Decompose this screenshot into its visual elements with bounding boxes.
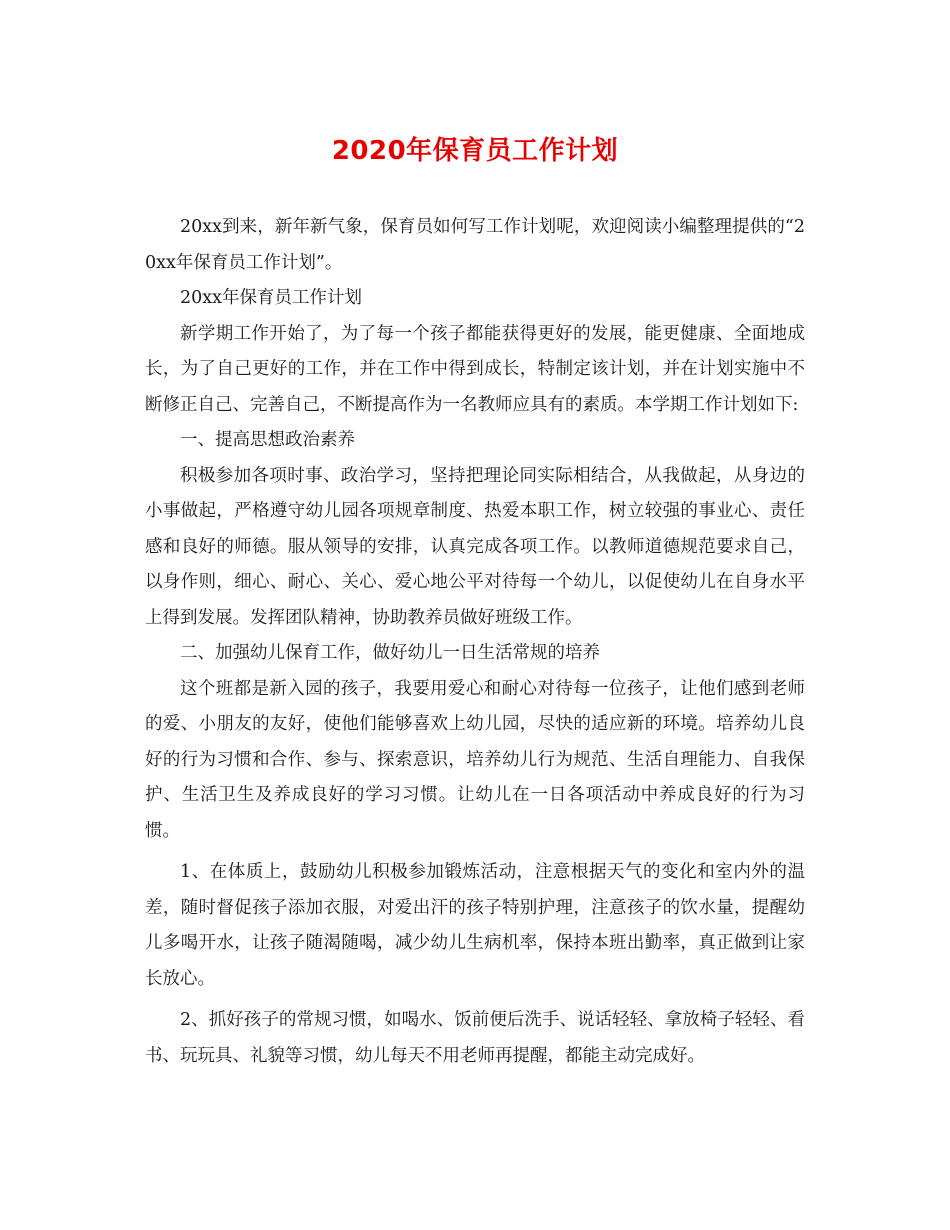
section-heading-2: 二、加强幼儿保育工作，做好幼儿一日生活常规的培养 (180, 643, 600, 663)
intro-paragraph: 20xx到来，新年新气象，保育员如何写工作计划呢，欢迎阅读小编整理提供的“20xx年保育员工作计划”。 (145, 217, 805, 273)
opening-paragraph: 新学期工作开始了，为了每一个孩子都能获得更好的发展，能更健康、全面地成长，为了自己更好的工作，并在工作中得到成长，特制定该计划，并在计划实施中不断修正自己、完善自己，不断提高作为一名教师应具有的素质。本学期工作计划如下: (145, 323, 805, 415)
subtitle-paragraph: 20xx年保育员工作计划 (180, 288, 363, 308)
item-1-paragraph: 1、在体质上，鼓励幼儿积极参加锻炼活动，注意根据天气的变化和室内外的温差，随时督促孩子添加衣服，对爱出汗的孩子特别护理，注意孩子的饮水量，提醒幼儿多喝开水，让孩子随渴随喝，减少幼儿生病机率，保持本班出勤率，真正做到让家长放心。 (145, 862, 805, 989)
section-2-paragraph: 这个班都是新入园的孩子，我要用爱心和耐心对待每一位孩子，让他们感到老师的爱、小朋友的友好，使他们能够喜欢上幼儿园，尽快的适应新的环境。培养幼儿良好的行为习惯和合作、参与、探索意识，培养幼儿行为规范、生活自理能力、自我保护、生活卫生及养成良好的学习习惯。让幼儿在一日各项活动中养成良好的行为习惯。 (145, 678, 805, 841)
item-2-paragraph: 2、抓好孩子的常规习惯，如喝水、饭前便后洗手、说话轻轻、拿放椅子轻轻、看书、玩玩具、礼貌等习惯，幼儿每天不用老师再提醒，都能主动完成好。 (145, 1010, 805, 1066)
section-heading-1: 一、提高思想政治素养 (180, 430, 355, 450)
section-1-paragraph: 积极参加各项时事、政治学习，坚持把理论同实际相结合，从我做起，从身边的小事做起，严格遵守幼儿园各项规章制度、热爱本职工作，树立较强的事业心、责任感和良好的师德。服从领导的安排，认真完成各项工作。以教师道德规范要求自己，以身作则，细心、耐心、关心、爱心地公平对待每一个幼儿，以促使幼儿在自身水平上得到发展。发挥团队精神，协助教养员做好班级工作。 (145, 465, 805, 628)
document-body (145, 210, 805, 1074)
page-title: 2020年保育员工作计划 (331, 136, 619, 166)
